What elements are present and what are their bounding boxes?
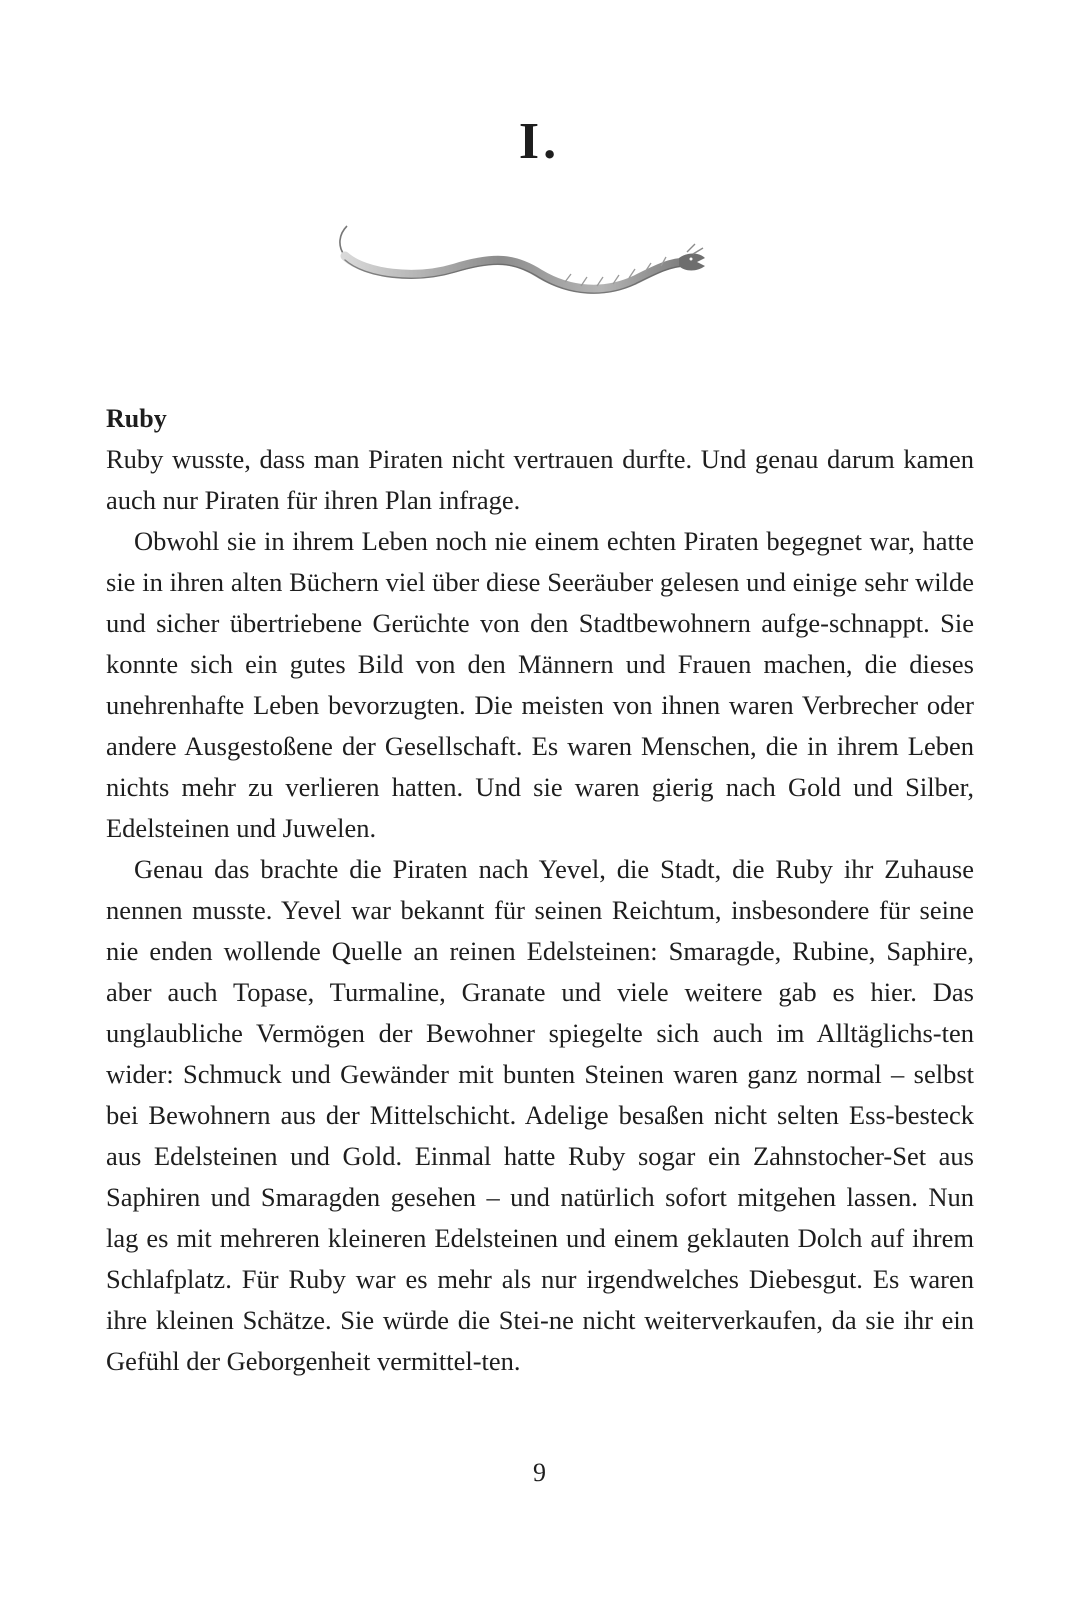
paragraph-2: Obwohl sie in ihrem Leben noch nie einem echten Piraten begegnet war, hatte sie in ihren alten Büchern viel über diese Seeräuber gelesen und einige sehr wilde und sicher übertriebene Gerüchte von den Stadtbewohnern aufge-schnappt. Sie konnte sich ein gutes Bild von den Männern und Frauen machen, die dieses unehrenhafte Leben bevorzugten. Die meisten von ihnen waren Verbrecher oder andere Ausgestoßene der Gesellschaft. Es waren Menschen, die in ihrem Leben nichts mehr zu verlieren hatten. Und sie waren gierig nach Gold und Silber, Edelsteinen und Juwelen. <box>106 526 974 843</box>
paragraph-3: Genau das brachte die Piraten nach Yevel, die Stadt, die Ruby ihr Zuhause nennen musste. Yevel war bekannt für seinen Reichtum, insbesondere für seine nie enden wollende Quelle an reinen Edelsteinen: Smaragde, Rubine, Saphire, aber auch Topase, Turmaline, Granate und viele weitere gab es hier. Das unglaubliche Vermögen der Bewohner spiegelte sich auch im Alltäglichs-ten wider: Schmuck und Gewänder mit bunten Steinen waren ganz normal – selbst bei Bewohnern aus der Mittelschicht. Adelige besaßen nicht selten Ess-besteck aus Edelsteinen und Gold. Einmal hatte Ruby sogar ein Zahnstocher-Set aus Saphiren und Smaragden gesehen – und natürlich sofort mitgehen lassen. Nun lag es mit mehreren kleineren Edelsteinen und einem geklauten Dolch auf ihrem Schlafplatz. Für Ruby war es mehr als nur irgendwelches Diebesgut. Es waren ihre kleinen Schätze. Sie würde die Stei-ne nicht weiterverkaufen, da sie ihr ein Gefühl der Geborgenheit vermittel-ten. <box>106 854 974 1376</box>
section-heading: Ruby <box>106 404 167 433</box>
chapter-number: I. <box>518 113 561 170</box>
serpent-dragon-icon <box>335 218 710 308</box>
chapter-text <box>106 398 974 1382</box>
page-number: 9 <box>533 1458 546 1487</box>
paragraph-1: Ruby wusste, dass man Piraten nicht vertrauen durfte. Und genau darum kamen auch nur Piraten für ihren Plan infrage. <box>106 444 974 515</box>
